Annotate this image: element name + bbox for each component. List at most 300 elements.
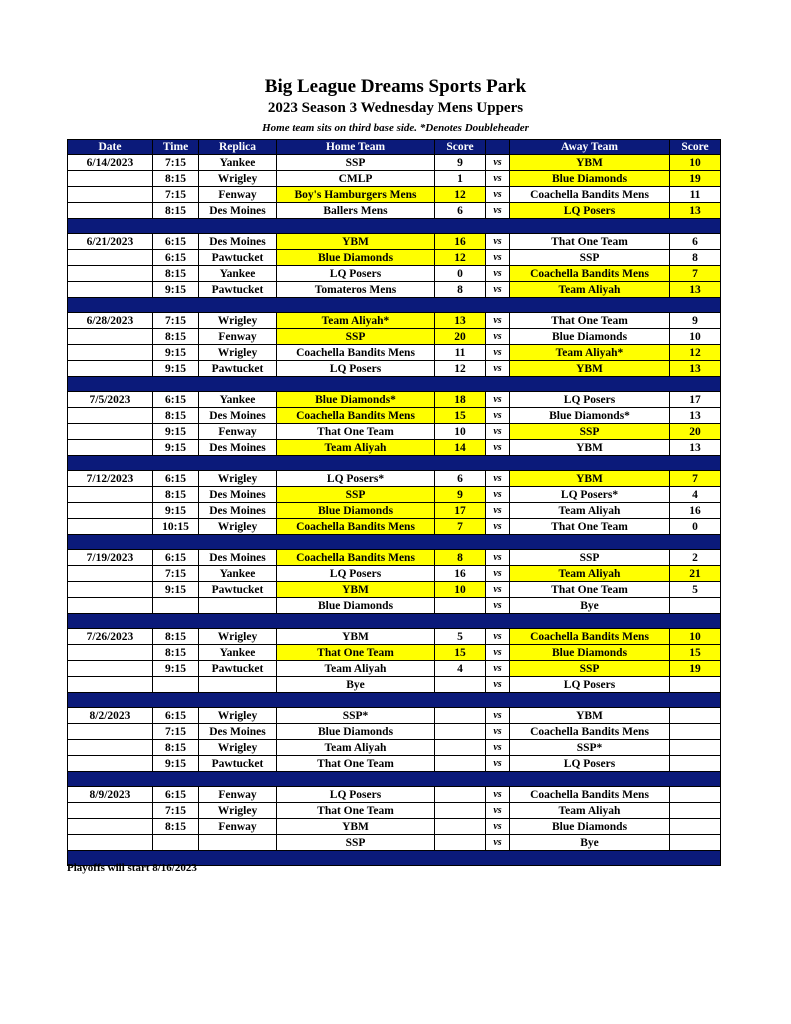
cell-home-score: 12 — [435, 361, 486, 377]
cell-home-team: That One Team — [277, 645, 435, 661]
cell-date — [68, 835, 153, 851]
cell-home-team: Coachella Bandits Mens — [277, 550, 435, 566]
cell-away-score: 10 — [670, 629, 721, 645]
cell-away-team: YBM — [510, 708, 670, 724]
cell-away-score: 12 — [670, 345, 721, 361]
cell-home-score — [435, 787, 486, 803]
table-row — [68, 708, 721, 724]
cell-replica: Des Moines — [199, 234, 277, 250]
cell-home-score — [435, 803, 486, 819]
cell-time: 7:15 — [153, 724, 199, 740]
cell-home-team: LQ Posers — [277, 266, 435, 282]
table-row — [68, 329, 721, 345]
cell-home-score: 8 — [435, 282, 486, 298]
cell-replica: Fenway — [199, 787, 277, 803]
cell-home-score: 4 — [435, 661, 486, 677]
cell-away-score: 20 — [670, 424, 721, 440]
cell-date: 6/28/2023 — [68, 313, 153, 329]
cell-away-score: 6 — [670, 234, 721, 250]
col-vs — [486, 140, 510, 155]
cell-date — [68, 408, 153, 424]
cell-date: 7/19/2023 — [68, 550, 153, 566]
cell-home-team: SSP* — [277, 708, 435, 724]
cell-time: 9:15 — [153, 582, 199, 598]
cell-away-score — [670, 803, 721, 819]
cell-time: 8:15 — [153, 171, 199, 187]
cell-away-team: Coachella Bandits Mens — [510, 629, 670, 645]
cell-date — [68, 756, 153, 772]
table-row — [68, 424, 721, 440]
cell-time: 9:15 — [153, 440, 199, 456]
table-row — [68, 740, 721, 756]
cell-replica: Des Moines — [199, 487, 277, 503]
cell-vs: vs — [486, 598, 510, 614]
table-row — [68, 155, 721, 171]
cell-time: 8:15 — [153, 329, 199, 345]
cell-vs: vs — [486, 835, 510, 851]
cell-vs: vs — [486, 629, 510, 645]
cell-home-score: 1 — [435, 171, 486, 187]
cell-home-score: 10 — [435, 582, 486, 598]
cell-away-team: YBM — [510, 471, 670, 487]
cell-date — [68, 203, 153, 219]
cell-date — [68, 645, 153, 661]
cell-vs: vs — [486, 756, 510, 772]
cell-away-score: 16 — [670, 503, 721, 519]
cell-away-score: 13 — [670, 282, 721, 298]
table-row — [68, 787, 721, 803]
cell-vs: vs — [486, 155, 510, 171]
cell-replica: Pawtucket — [199, 661, 277, 677]
cell-replica: Des Moines — [199, 550, 277, 566]
col-replica: Replica — [199, 140, 277, 155]
cell-home-team: SSP — [277, 329, 435, 345]
cell-replica: Fenway — [199, 187, 277, 203]
cell-away-score: 13 — [670, 408, 721, 424]
week-separator — [68, 772, 721, 787]
cell-time — [153, 677, 199, 693]
cell-home-team: Team Aliyah — [277, 440, 435, 456]
cell-away-team: SSP — [510, 550, 670, 566]
cell-date — [68, 424, 153, 440]
cell-time: 8:15 — [153, 408, 199, 424]
cell-home-team: SSP — [277, 487, 435, 503]
table-row — [68, 550, 721, 566]
cell-home-team: LQ Posers — [277, 787, 435, 803]
cell-away-score: 7 — [670, 471, 721, 487]
cell-replica: Des Moines — [199, 203, 277, 219]
cell-replica: Wrigley — [199, 519, 277, 535]
cell-home-team: SSP — [277, 155, 435, 171]
cell-home-team: YBM — [277, 819, 435, 835]
table-row — [68, 266, 721, 282]
cell-vs: vs — [486, 345, 510, 361]
cell-vs: vs — [486, 661, 510, 677]
cell-vs: vs — [486, 203, 510, 219]
cell-away-score — [670, 756, 721, 772]
cell-time: 7:15 — [153, 803, 199, 819]
cell-away-score: 4 — [670, 487, 721, 503]
cell-time: 9:15 — [153, 503, 199, 519]
cell-replica: Wrigley — [199, 629, 277, 645]
cell-away-team: LQ Posers* — [510, 487, 670, 503]
cell-home-team: Team Aliyah* — [277, 313, 435, 329]
separator-bar — [68, 772, 721, 787]
table-row — [68, 598, 721, 614]
cell-date — [68, 345, 153, 361]
table-row — [68, 282, 721, 298]
cell-home-score: 15 — [435, 645, 486, 661]
cell-home-score — [435, 708, 486, 724]
cell-away-team: Coachella Bandits Mens — [510, 724, 670, 740]
cell-away-score: 21 — [670, 566, 721, 582]
cell-home-score: 0 — [435, 266, 486, 282]
cell-home-score — [435, 819, 486, 835]
cell-date — [68, 361, 153, 377]
cell-away-team: Blue Diamonds — [510, 329, 670, 345]
cell-home-score: 16 — [435, 566, 486, 582]
cell-home-score: 16 — [435, 234, 486, 250]
cell-vs: vs — [486, 582, 510, 598]
cell-away-score — [670, 819, 721, 835]
cell-away-score — [670, 708, 721, 724]
cell-time: 9:15 — [153, 756, 199, 772]
cell-vs: vs — [486, 724, 510, 740]
cell-date — [68, 503, 153, 519]
cell-replica: Wrigley — [199, 313, 277, 329]
cell-replica: Pawtucket — [199, 582, 277, 598]
cell-home-team: Tomateros Mens — [277, 282, 435, 298]
cell-away-score: 19 — [670, 661, 721, 677]
cell-away-team: Team Aliyah — [510, 282, 670, 298]
separator-bar — [68, 298, 721, 313]
cell-away-score: 11 — [670, 187, 721, 203]
table-row — [68, 171, 721, 187]
cell-vs: vs — [486, 550, 510, 566]
cell-away-score — [670, 787, 721, 803]
cell-home-score: 5 — [435, 629, 486, 645]
cell-away-score: 19 — [670, 171, 721, 187]
cell-vs: vs — [486, 187, 510, 203]
cell-away-score: 13 — [670, 203, 721, 219]
cell-away-team: Bye — [510, 598, 670, 614]
cell-away-team: SSP* — [510, 740, 670, 756]
cell-home-team: LQ Posers* — [277, 471, 435, 487]
table-row — [68, 487, 721, 503]
cell-home-team: YBM — [277, 582, 435, 598]
cell-vs: vs — [486, 250, 510, 266]
page-title: Big League Dreams Sports Park — [264, 76, 527, 97]
cell-home-score: 20 — [435, 329, 486, 345]
table-row — [68, 361, 721, 377]
cell-away-score: 15 — [670, 645, 721, 661]
cell-home-team: Blue Diamonds — [277, 724, 435, 740]
cell-replica: Wrigley — [199, 171, 277, 187]
cell-away-score: 0 — [670, 519, 721, 535]
cell-home-score — [435, 740, 486, 756]
cell-home-team: YBM — [277, 629, 435, 645]
week-separator — [68, 219, 721, 234]
cell-date — [68, 440, 153, 456]
cell-home-team: Team Aliyah — [277, 740, 435, 756]
cell-home-team: Blue Diamonds* — [277, 392, 435, 408]
cell-time: 8:15 — [153, 819, 199, 835]
cell-time: 8:15 — [153, 203, 199, 219]
cell-home-team: That One Team — [277, 424, 435, 440]
table-row — [68, 408, 721, 424]
cell-time — [153, 835, 199, 851]
cell-replica: Yankee — [199, 566, 277, 582]
cell-time: 6:15 — [153, 392, 199, 408]
cell-time: 7:15 — [153, 155, 199, 171]
table-row — [68, 756, 721, 772]
cell-home-team: Blue Diamonds — [277, 598, 435, 614]
cell-home-score: 12 — [435, 187, 486, 203]
cell-time: 6:15 — [153, 550, 199, 566]
cell-away-score: 9 — [670, 313, 721, 329]
cell-replica: Yankee — [199, 266, 277, 282]
cell-replica: Wrigley — [199, 708, 277, 724]
cell-replica: Des Moines — [199, 408, 277, 424]
cell-replica: Wrigley — [199, 471, 277, 487]
cell-replica — [199, 598, 277, 614]
cell-away-team: Coachella Bandits Mens — [510, 787, 670, 803]
cell-time: 6:15 — [153, 250, 199, 266]
week-separator — [68, 535, 721, 550]
table-row — [68, 345, 721, 361]
cell-replica: Fenway — [199, 424, 277, 440]
cell-date — [68, 519, 153, 535]
cell-home-team: YBM — [277, 234, 435, 250]
cell-date — [68, 582, 153, 598]
cell-replica: Fenway — [199, 329, 277, 345]
cell-away-team: Team Aliyah — [510, 803, 670, 819]
cell-vs: vs — [486, 313, 510, 329]
cell-replica: Pawtucket — [199, 282, 277, 298]
cell-replica: Fenway — [199, 819, 277, 835]
cell-home-team: Blue Diamonds — [277, 503, 435, 519]
cell-home-score: 6 — [435, 203, 486, 219]
cell-time: 7:15 — [153, 313, 199, 329]
cell-vs: vs — [486, 392, 510, 408]
cell-away-team: Coachella Bandits Mens — [510, 187, 670, 203]
cell-vs: vs — [486, 708, 510, 724]
separator-bar — [68, 614, 721, 629]
cell-away-team: YBM — [510, 155, 670, 171]
cell-home-score — [435, 724, 486, 740]
header-row — [68, 140, 721, 155]
cell-time: 9:15 — [153, 661, 199, 677]
cell-home-score — [435, 835, 486, 851]
cell-vs: vs — [486, 440, 510, 456]
table-row — [68, 835, 721, 851]
cell-time — [153, 598, 199, 614]
col-away-team: Away Team — [510, 140, 670, 155]
cell-date — [68, 677, 153, 693]
cell-home-score — [435, 677, 486, 693]
cell-vs: vs — [486, 566, 510, 582]
cell-home-score: 9 — [435, 487, 486, 503]
cell-home-score: 8 — [435, 550, 486, 566]
cell-date: 8/9/2023 — [68, 787, 153, 803]
cell-time: 7:15 — [153, 187, 199, 203]
cell-away-team: Team Aliyah — [510, 503, 670, 519]
cell-home-score: 10 — [435, 424, 486, 440]
cell-away-team: Blue Diamonds — [510, 819, 670, 835]
cell-date: 6/21/2023 — [68, 234, 153, 250]
cell-time: 6:15 — [153, 708, 199, 724]
cell-date — [68, 266, 153, 282]
cell-home-team: Ballers Mens — [277, 203, 435, 219]
cell-away-team: Team Aliyah — [510, 566, 670, 582]
cell-time: 9:15 — [153, 282, 199, 298]
cell-vs: vs — [486, 740, 510, 756]
cell-away-score: 13 — [670, 361, 721, 377]
cell-time: 10:15 — [153, 519, 199, 535]
table-row — [68, 471, 721, 487]
cell-home-team: Coachella Bandits Mens — [277, 345, 435, 361]
table-row — [68, 519, 721, 535]
table-row — [68, 250, 721, 266]
cell-date — [68, 487, 153, 503]
cell-replica: Yankee — [199, 645, 277, 661]
cell-replica: Yankee — [199, 155, 277, 171]
cell-vs: vs — [486, 266, 510, 282]
cell-away-score — [670, 598, 721, 614]
cell-date: 7/12/2023 — [68, 471, 153, 487]
cell-time: 8:15 — [153, 487, 199, 503]
schedule-table — [67, 139, 721, 866]
table-row — [68, 203, 721, 219]
cell-away-team: LQ Posers — [510, 677, 670, 693]
cell-home-team: Team Aliyah — [277, 661, 435, 677]
cell-vs: vs — [486, 471, 510, 487]
page-note: Home team sits on third base side. *Denotes Doubleheader — [262, 122, 529, 134]
col-time: Time — [153, 140, 199, 155]
cell-home-score: 13 — [435, 313, 486, 329]
cell-date: 7/26/2023 — [68, 629, 153, 645]
cell-home-score: 12 — [435, 250, 486, 266]
cell-away-score — [670, 740, 721, 756]
separator-bar — [68, 693, 721, 708]
week-separator — [68, 456, 721, 471]
cell-away-team: Coachella Bandits Mens — [510, 266, 670, 282]
cell-replica: Des Moines — [199, 440, 277, 456]
cell-vs: vs — [486, 408, 510, 424]
cell-vs: vs — [486, 329, 510, 345]
cell-away-team: SSP — [510, 250, 670, 266]
cell-vs: vs — [486, 519, 510, 535]
cell-time: 7:15 — [153, 566, 199, 582]
cell-away-score: 10 — [670, 155, 721, 171]
table-row — [68, 645, 721, 661]
cell-date — [68, 566, 153, 582]
cell-vs: vs — [486, 787, 510, 803]
cell-date — [68, 819, 153, 835]
cell-away-score: 13 — [670, 440, 721, 456]
cell-replica: Wrigley — [199, 803, 277, 819]
cell-replica — [199, 835, 277, 851]
cell-time: 8:15 — [153, 629, 199, 645]
cell-replica — [199, 677, 277, 693]
cell-date — [68, 187, 153, 203]
cell-home-score: 6 — [435, 471, 486, 487]
cell-replica: Des Moines — [199, 503, 277, 519]
cell-date — [68, 803, 153, 819]
col-away-score: Score — [670, 140, 721, 155]
cell-home-team: LQ Posers — [277, 566, 435, 582]
cell-replica: Pawtucket — [199, 361, 277, 377]
cell-away-team: That One Team — [510, 234, 670, 250]
separator-bar — [68, 219, 721, 234]
cell-time: 9:15 — [153, 424, 199, 440]
cell-away-score: 10 — [670, 329, 721, 345]
cell-time: 9:15 — [153, 345, 199, 361]
cell-away-score — [670, 677, 721, 693]
table-row — [68, 661, 721, 677]
table-row — [68, 803, 721, 819]
table-row — [68, 503, 721, 519]
cell-home-score: 11 — [435, 345, 486, 361]
separator-bar — [68, 456, 721, 471]
cell-date — [68, 250, 153, 266]
cell-time: 9:15 — [153, 361, 199, 377]
cell-time: 8:15 — [153, 266, 199, 282]
table-row — [68, 629, 721, 645]
cell-away-team: That One Team — [510, 313, 670, 329]
cell-date — [68, 724, 153, 740]
col-date: Date — [68, 140, 153, 155]
cell-vs: vs — [486, 361, 510, 377]
cell-replica: Pawtucket — [199, 250, 277, 266]
cell-home-team: Bye — [277, 677, 435, 693]
playoffs-note: Playoffs will start 8/16/2023 — [67, 862, 197, 874]
table-row — [68, 724, 721, 740]
cell-away-team: Blue Diamonds — [510, 645, 670, 661]
cell-vs: vs — [486, 234, 510, 250]
cell-home-team: Coachella Bandits Mens — [277, 519, 435, 535]
cell-time: 6:15 — [153, 471, 199, 487]
cell-replica: Wrigley — [199, 345, 277, 361]
separator-bar — [68, 535, 721, 550]
week-separator — [68, 377, 721, 392]
cell-vs: vs — [486, 645, 510, 661]
cell-away-score: 7 — [670, 266, 721, 282]
cell-vs: vs — [486, 424, 510, 440]
cell-home-score: 14 — [435, 440, 486, 456]
cell-away-score: 8 — [670, 250, 721, 266]
week-separator — [68, 693, 721, 708]
cell-replica: Des Moines — [199, 724, 277, 740]
cell-time: 6:15 — [153, 787, 199, 803]
cell-date: 8/2/2023 — [68, 708, 153, 724]
week-separator — [68, 298, 721, 313]
cell-away-team: SSP — [510, 661, 670, 677]
table-row — [68, 566, 721, 582]
cell-away-score: 5 — [670, 582, 721, 598]
table-row — [68, 819, 721, 835]
cell-away-team: LQ Posers — [510, 203, 670, 219]
cell-home-score — [435, 756, 486, 772]
table-row — [68, 187, 721, 203]
cell-away-team: That One Team — [510, 582, 670, 598]
cell-vs: vs — [486, 487, 510, 503]
cell-time: 8:15 — [153, 645, 199, 661]
cell-date — [68, 329, 153, 345]
cell-home-team: Boy's Hamburgers Mens — [277, 187, 435, 203]
cell-home-score: 7 — [435, 519, 486, 535]
cell-home-score: 15 — [435, 408, 486, 424]
